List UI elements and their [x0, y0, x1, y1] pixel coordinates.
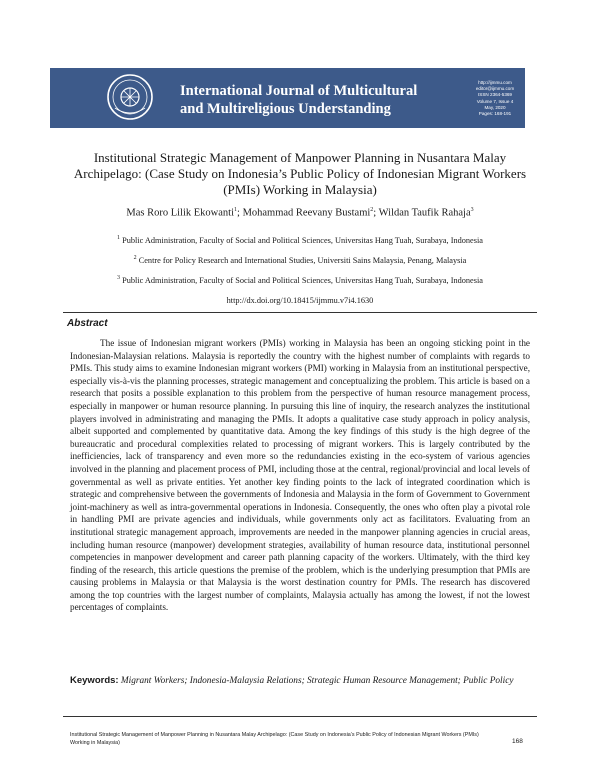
- page-number: 168: [512, 738, 523, 745]
- affiliation-1: [40, 235, 560, 245]
- divider: [63, 312, 537, 313]
- author-name: Wildan Taufik Rahaja: [378, 207, 471, 219]
- doi-link[interactable]: http://dx.doi.org/10.18415/ijmmu.v7i4.1630: [226, 296, 374, 305]
- author-sup: 1: [234, 207, 238, 213]
- journal-pages: Pages: 168-191: [478, 111, 512, 117]
- keywords-text: Migrant Workers; Indonesia-Malaysia Relations; Strategic Human Resource Management; Public Policy: [120, 676, 514, 686]
- journal-url[interactable]: http://ijmmu.com: [478, 80, 512, 85]
- author-name: Mas Roro Lilik Ekowanti: [126, 207, 235, 219]
- keywords: [70, 674, 530, 688]
- affiliation-text: Public Administration, Faculty of Social and Political Sciences, Universitas Hang Tuah, Surabaya, Indonesia: [122, 235, 483, 245]
- affiliation-2: [40, 255, 560, 265]
- affiliation-text: Centre for Policy Research and International Studies, Universiti Sains Malaysia, Penang, Malaysia: [138, 255, 467, 265]
- journal-date: May, 2020: [484, 104, 506, 110]
- journal-email[interactable]: editor@ijmmu.com: [475, 86, 515, 92]
- running-title: Institutional Strategic Management of Manpower Planning in Nusantara Malay Archipelago: (Case Study on Indonesia’s Public Policy of Indonesian Migrant Workers (PMIs) Working in Malaysia): [70, 732, 479, 746]
- author-separator: ;: [237, 207, 243, 219]
- journal-title-line1: International Journal of Multicultural: [180, 83, 418, 99]
- author-sup: 3: [470, 207, 474, 213]
- affiliation-sup: 1: [117, 235, 121, 241]
- affiliation-sup: 3: [117, 275, 121, 281]
- abstract-body: The issue of Indonesian migrant workers (PMIs) working in Malaysia has been an ongoing sticking point in the Indonesian-Malaysian relations. Malaysia is reportedly the country with the highest number of complaints with regards to PMIs. This study aims to examine Indonesian migrant workers (PMI) working in Malaysia from an institutional perspective, especially vis-à-vis the planning processes, strategic management and conceptualizing the problem. This article is based on a research that posits a possible explanation to this problem from the perspective of human resource management process, especially in manpower or human resource planning. In pursuing this line of inquiry, the research analyzes the institutional players involved in administrating and managing the PMIs. It adopts a qualitative case study approach in policy analysis, albeit supported and complemented by quantitative data. Among the key findings of this study is the high degree of the bureaucratic and procedural complexities related to processing of migrant workers. This is largely contributed by the inefficiencies, lack of transparency and even more so the redundancies existing in the eco-system of various agencies involved in the planning and placement process of PMI, including those at the central, regional/provincial and local levels of governmental as well as private entities. Yet another key finding points to the lack of integrated coordination which is strategic and comprehensive between the governments of Indonesia and Malaysia in the form of Government to Government joint-machinery as well as intra-governmental operations in Indonesia. Consequently, the ones who often play a pivotal role in handling PMI are private agencies and individuals, while governments only act as facilitators. Evaluating from an institutional strategic management approach, improvements are needed in the manpower planning agencies in crucial areas, including human resource (manpower) development strategies, availability of human resource data, institutional personnel competencies in manpower development and career path planning capacity of the workers. Ultimately, with the third key finding of the research, this article questions the premise of the problem, which is the underlying presumption that PMIs are causing problems in Malaysia or that Malaysia is the worst destination country for PMIs. The research has discovered among the top countries with the largest number of complaints, Malaysia actually has among the lowest, if not the lowest percentages of complaints.: [70, 338, 530, 613]
- paper-title: Institutional Strategic Management of Manpower Planning in Nusantara Malay Archipelago: (Case Study on Indonesia’s Public Policy of Indonesian Migrant Workers (PMIs) Working in Malaysia): [73, 150, 527, 197]
- keywords-label: Keywords:: [70, 675, 119, 686]
- journal-volume: Volume 7, Issue 4: [476, 98, 514, 104]
- journal-issn: ISSN 2364-5369: [478, 92, 512, 98]
- author-name: Mohammad Reevany Bustami: [242, 207, 371, 219]
- journal-title-line2: and Multireligious Understanding: [180, 101, 391, 117]
- journal-meta: [458, 80, 532, 117]
- divider: [63, 716, 537, 717]
- affiliation-3: [40, 275, 560, 285]
- author-separator: ;: [373, 207, 379, 219]
- affiliation-sup: 2: [133, 255, 137, 261]
- affiliation-text: Public Administration, Faculty of Social and Political Sciences, Universitas Hang Tuah, Surabaya, Indonesia: [122, 275, 483, 285]
- journal-title: [180, 82, 460, 118]
- journal-emblem-icon: [105, 72, 155, 122]
- author-list: [50, 207, 550, 219]
- abstract-heading: Abstract: [67, 318, 108, 329]
- author-sup: 2: [370, 207, 374, 213]
